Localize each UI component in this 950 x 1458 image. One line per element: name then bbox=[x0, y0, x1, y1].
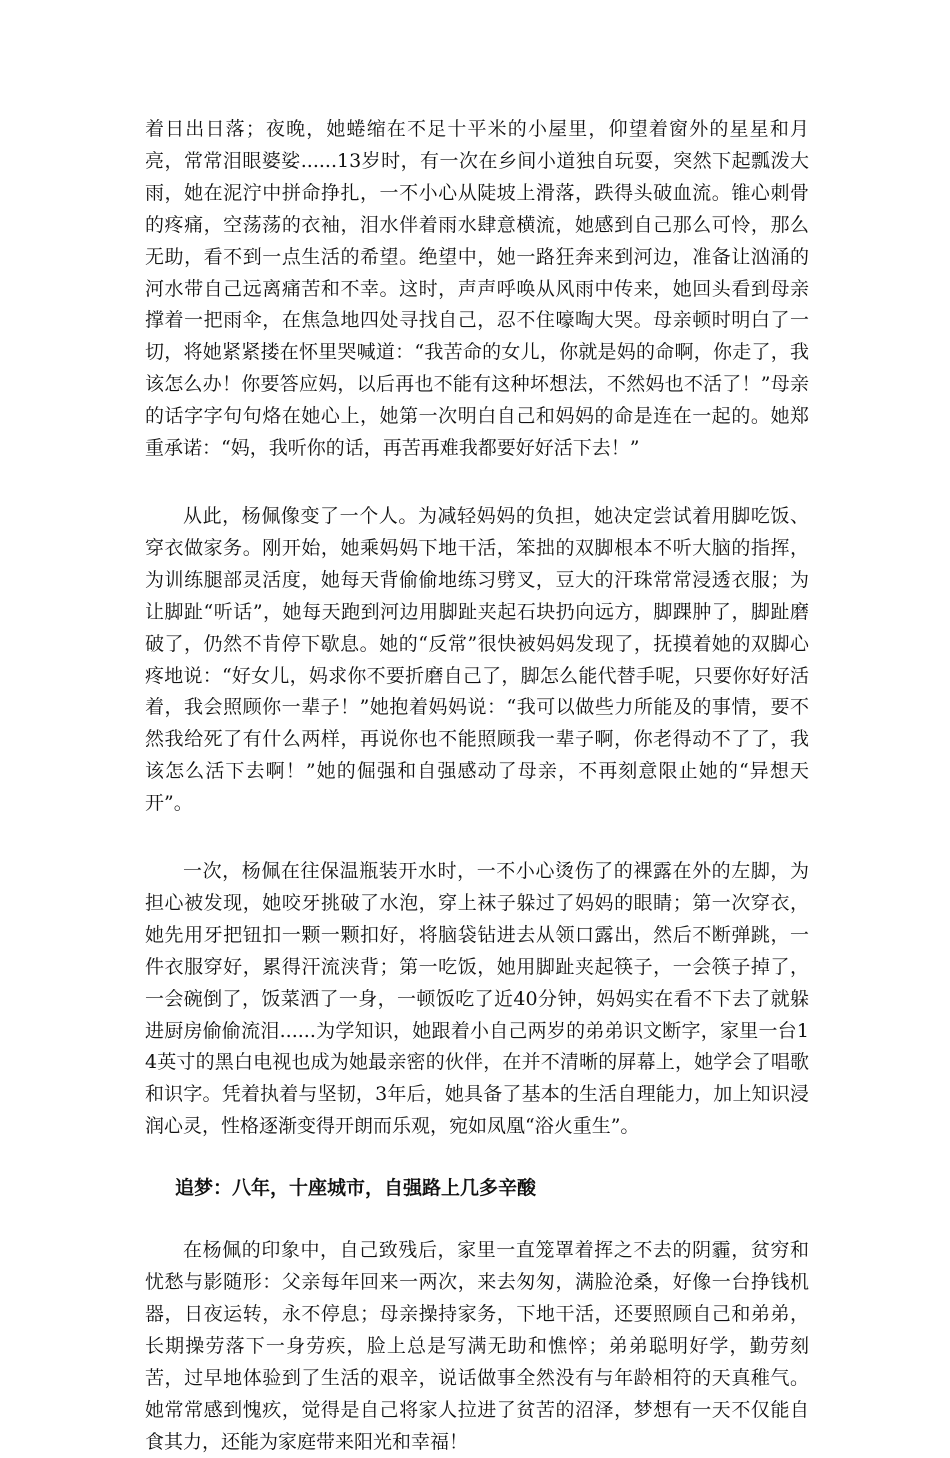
paragraph-gap bbox=[145, 1143, 809, 1173]
paragraph-2: 从此，杨佩像变了一个人。为减轻妈妈的负担，她决定尝试着用脚吃饭、穿衣做家务。刚开始，她乘妈妈下地干活，笨拙的双脚根本不听大脑的指挥，为训练腿部灵活度，她每天背偷偷地练习劈叉，豆大的汗珠常常浸透衣服；为让脚趾“听话”，她每天跑到河边用脚趾夹起石块扔向远方，脚踝肿了，脚趾磨破了，仍然不肯停下歇息。她的“反常”很快被妈妈发现了，抚摸着她的双脚心疼地说：“好女儿，妈求你不要折磨自己了，脚怎么能代替手呢，只要你好好活着，我会照顾你一辈子！”她抱着妈妈说：“我可以做些力所能及的事情，要不然我给死了有什么两样，再说你也不能照顾我一辈子啊，你老得动不了了，我该怎么活下去啊！”她的倔强和自强感动了母亲，不再刻意限止她的“异想天开”。 bbox=[145, 504, 809, 815]
paragraph-3: 一次，杨佩在往保温瓶装开水时，一不小心烫伤了的裸露在外的左脚，为担心被发现，她咬牙挑破了水泡，穿上袜子躲过了妈妈的眼睛；第一次穿衣，她先用牙把钮扣一颗一颗扣好，将脑袋钻进去从领口露出，然后不断弹跳，一件衣服穿好，累得汗流浃背；第一吃饭，她用脚趾夹起筷子，一会筷子掉了，一会碗倒了，饭菜洒了一身，一顿饭吃了近40分钟，妈妈实在看不下去了就躲进厨房偷偷流泪......为学知识，她跟着小自己两岁的弟弟识文断字，家里一台14英寸的黑白电视也成为她最亲密的伙伴，在并不清晰的屏幕上，她学会了唱歌和识字。凭着执着与坚韧，3年后，她具备了基本的生活自理能力，加上知识浸润心灵，性格逐渐变得开朗而乐观，宛如凤凰“浴火重生”。 bbox=[145, 860, 809, 1138]
paragraph-gap bbox=[145, 1205, 809, 1235]
paragraph-gap bbox=[145, 465, 809, 501]
paragraph-gap bbox=[145, 820, 809, 856]
paragraph-1: 着日出日落；夜晚，她蜷缩在不足十平米的小屋里，仰望着窗外的星星和月亮，常常泪眼婆娑......13岁时，有一次在乡间小道独自玩耍，突然下起瓢泼大雨，她在泥泞中拼命挣扎，一不小心从陡坡上滑落，跌得头破血流。锥心刺骨的疼痛，空荡荡的衣袖，泪水伴着雨水肆意横流，她感到自己那么可怜，那么无助，看不到一点生活的希望。绝望中，她一路狂奔来到河边，准备让汹涌的河水带自己远离痛苦和不幸。这时，声声呼唤从风雨中传来，她回头看到母亲撑着一把雨伞，在焦急地四处寻找自己，忍不住嚎啕大哭。母亲顿时明白了一切，将她紧紧搂在怀里哭喊道：“我苦命的女儿，你就是妈的命啊，你走了，我该怎么办！你要答应妈，以后再也不能有这种坏想法，不然妈也不活了！”母亲的话字字句句烙在她心上，她第一次明白自己和妈妈的命是连在一起的。她郑重承诺：“妈，我听你的话，再苦再难我都要好好活下去！” bbox=[145, 118, 809, 460]
paragraph-4: 在杨佩的印象中，自己致残后，家里一直笼罩着挥之不去的阴霾，贫穷和忧愁与影随形：父亲每年回来一两次，来去匆匆，满脸沧桑，好像一台挣钱机器，日夜运转，永不停息；母亲操持家务，下地干活，还要照顾自己和弟弟，长期操劳落下一身劳疾，脸上总是写满无助和憔悴；弟弟聪明好学，勤劳刻苦，过早地体验到了生活的艰辛，说话做事全然没有与年龄相符的天真稚气。她常常感到愧疚，觉得是自己将家人拉进了贫苦的沼泽，梦想有一天不仅能自食其力，还能为家庭带来阳光和幸福！ bbox=[145, 1239, 809, 1453]
section-heading: 追梦：八年，十座城市，自强路上几多辛酸 bbox=[175, 1177, 537, 1200]
document-body bbox=[145, 114, 809, 1458]
